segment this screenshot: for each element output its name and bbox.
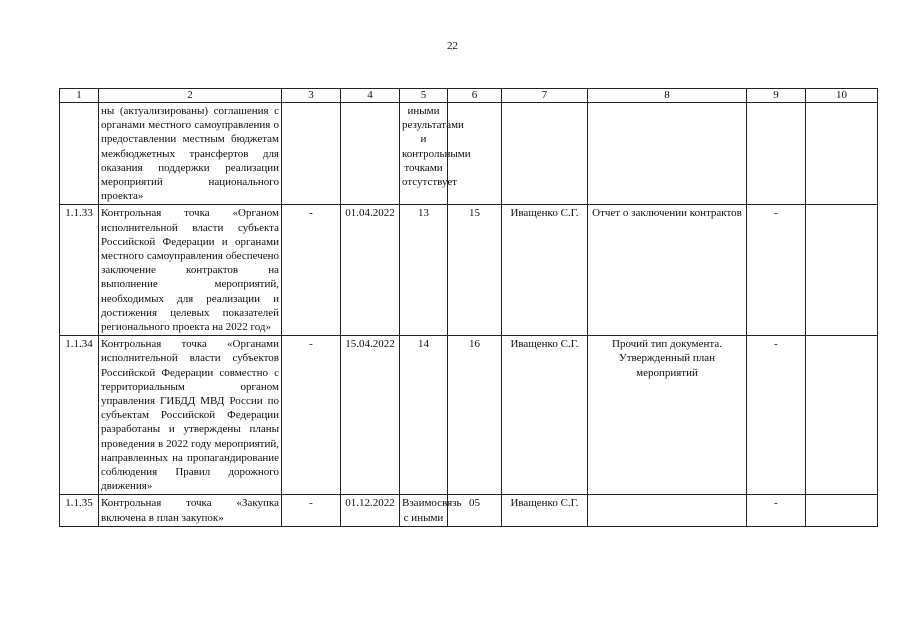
cell-col3 bbox=[282, 103, 341, 205]
header-col-7: 7 bbox=[502, 89, 588, 103]
cell-responsible: Иващенко С.Г. bbox=[502, 205, 588, 336]
cell-col3: - bbox=[282, 205, 341, 336]
cell-name: Контрольная точка «Органом исполнительной власти субъекта Российской Федерации и органами местного самоуправления обеспечено заключение контрактов на выполнение мероприятий, необходимых для реализации и достижения целевых показателей регионального проекта на 2022 год» bbox=[99, 205, 282, 336]
table-row bbox=[60, 495, 878, 526]
cell-number: 1.1.33 bbox=[60, 205, 99, 336]
table-row bbox=[60, 103, 878, 205]
cell-col6: 15 bbox=[448, 205, 502, 336]
page-number: 22 bbox=[447, 40, 458, 52]
cell-name: ны (актуализированы) соглашения с органами местного самоуправления о предоставлении местным бюджетам межбюджетных трансфертов для оказания поддержки реализации мероприятий национального проекта» bbox=[99, 103, 282, 205]
cell-responsible: Иващенко С.Г. bbox=[502, 336, 588, 495]
cell-col9: - bbox=[747, 336, 806, 495]
control-points-table bbox=[59, 88, 878, 527]
cell-col10 bbox=[806, 336, 878, 495]
cell-col10 bbox=[806, 495, 878, 526]
cell-document: Прочий тип документа. Утвержденный план мероприятий bbox=[588, 336, 747, 495]
cell-name: Контрольная точка «Закупка включена в план закупок» bbox=[99, 495, 282, 526]
header-row bbox=[60, 89, 878, 103]
cell-col5 bbox=[400, 495, 462, 526]
cell-col9: - bbox=[747, 205, 806, 336]
cell-date bbox=[341, 103, 400, 205]
cell-responsible: Иващенко С.Г. bbox=[502, 495, 588, 526]
header-col-10: 10 bbox=[806, 89, 878, 103]
cell-col9 bbox=[747, 103, 806, 205]
cell-date: 01.04.2022 bbox=[341, 205, 400, 336]
cell-document bbox=[588, 495, 747, 526]
cell-date: 01.12.2022 bbox=[341, 495, 400, 526]
cell-col9: - bbox=[747, 495, 806, 526]
cell-col3: - bbox=[282, 336, 341, 495]
cell-number: 1.1.35 bbox=[60, 495, 99, 526]
table-row bbox=[60, 205, 878, 336]
cell-col5: 14 bbox=[400, 336, 448, 495]
cell-number bbox=[60, 103, 99, 205]
cell-col10 bbox=[806, 205, 878, 336]
cell-col3: - bbox=[282, 495, 341, 526]
cell-date: 15.04.2022 bbox=[341, 336, 400, 495]
cell-col5-text: Взаимосвязь с иными bbox=[402, 497, 462, 524]
cell-col6: 05 bbox=[448, 495, 502, 526]
header-col-6: 6 bbox=[448, 89, 502, 103]
header-col-5: 5 bbox=[400, 89, 448, 103]
header-col-9: 9 bbox=[747, 89, 806, 103]
cell-number: 1.1.34 bbox=[60, 336, 99, 495]
cell-col5: 13 bbox=[400, 205, 448, 336]
table-row bbox=[60, 336, 878, 495]
header-col-8: 8 bbox=[588, 89, 747, 103]
cell-col5: иными результатами и контрольными точками отсутствует bbox=[400, 103, 448, 205]
cell-document: Отчет о заключении контрактов bbox=[588, 205, 747, 336]
cell-responsible bbox=[502, 103, 588, 205]
cell-col6: 16 bbox=[448, 336, 502, 495]
header-col-1: 1 bbox=[60, 89, 99, 103]
header-col-3: 3 bbox=[282, 89, 341, 103]
header-col-4: 4 bbox=[341, 89, 400, 103]
header-col-2: 2 bbox=[99, 89, 282, 103]
cell-name: Контрольная точка «Органами исполнительной власти субъектов Российской Федерации совместно с территориальным органом управления ГИБДД МВД России по субъектам Российской Федерации разработаны и утверждены планы проведения в 2022 году мероприятий, направленных на пропагандирование соблюдения Правил дорожного движения» bbox=[99, 336, 282, 495]
cell-col10 bbox=[806, 103, 878, 205]
cell-document bbox=[588, 103, 747, 205]
